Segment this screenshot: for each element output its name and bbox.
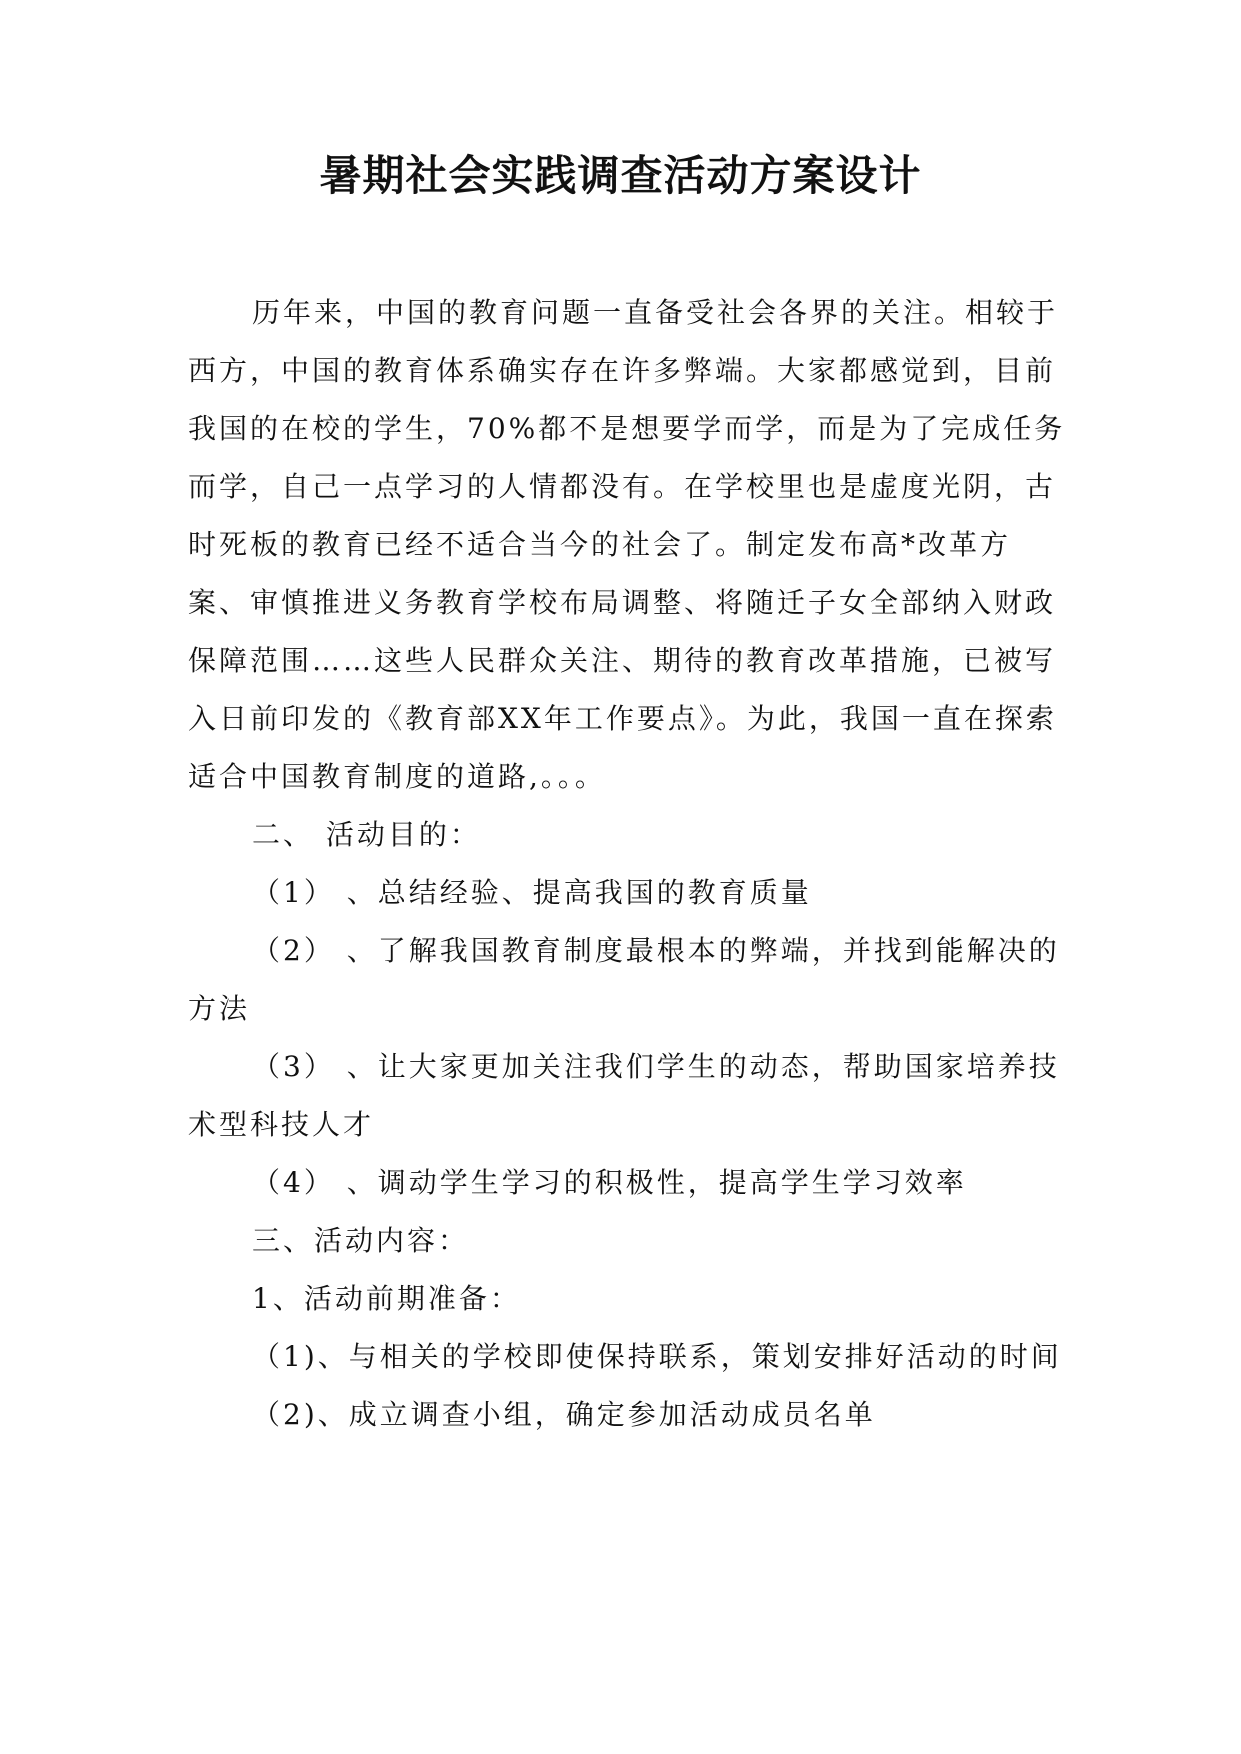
- intro-paragraph: 历年来，中国的教育问题一直备受社会各界的关注。相较于西方，中国的教育体系确实存在许多弊端。大家都感觉到，目前我国的在校的学生，70%都不是想要学而学，而是为了完成任务而学，自己一点学习的人情都没有。在学校里也是虚度光阴，古时死板的教育已经不适合当今的社会了。制定发布高*改革方案、审慎推进义务教育学校布局调整、将随迁子女全部纳入财政保障范围……这些人民群众关注、期待的教育改革措施，已被写入日前印发的《教育部XX年工作要点》。为此，我国一直在探索适合中国教育制度的道路,。。。: [188, 296, 1066, 793]
- preparation-item-1: （1)、与相关的学校即使保持联系，策划安排好活动的时间: [252, 1340, 1062, 1373]
- purpose-item-2: （2） 、了解我国教育制度最根本的弊端，并找到能解决的方法: [188, 934, 1060, 1025]
- document-body: [188, 284, 1068, 1444]
- subsection-heading-preparation: 1、活动前期准备：: [252, 1282, 521, 1315]
- purpose-item-1: （1） 、总结经验、提高我国的教育质量: [252, 876, 812, 909]
- purpose-item-4: （4） 、调动学生学习的积极性，提高学生学习效率: [252, 1166, 967, 1199]
- document-title: 暑期社会实践调查活动方案设计: [319, 151, 922, 200]
- purpose-item-3: （3） 、让大家更加关注我们学生的动态，帮助国家培养技术型科技人才: [188, 1050, 1060, 1141]
- section-heading-purpose: 二、 活动目的：: [252, 818, 481, 851]
- preparation-item-2: （2)、成立调查小组，确定参加活动成员名单: [252, 1398, 876, 1431]
- section-heading-content: 三、活动内容：: [252, 1224, 470, 1257]
